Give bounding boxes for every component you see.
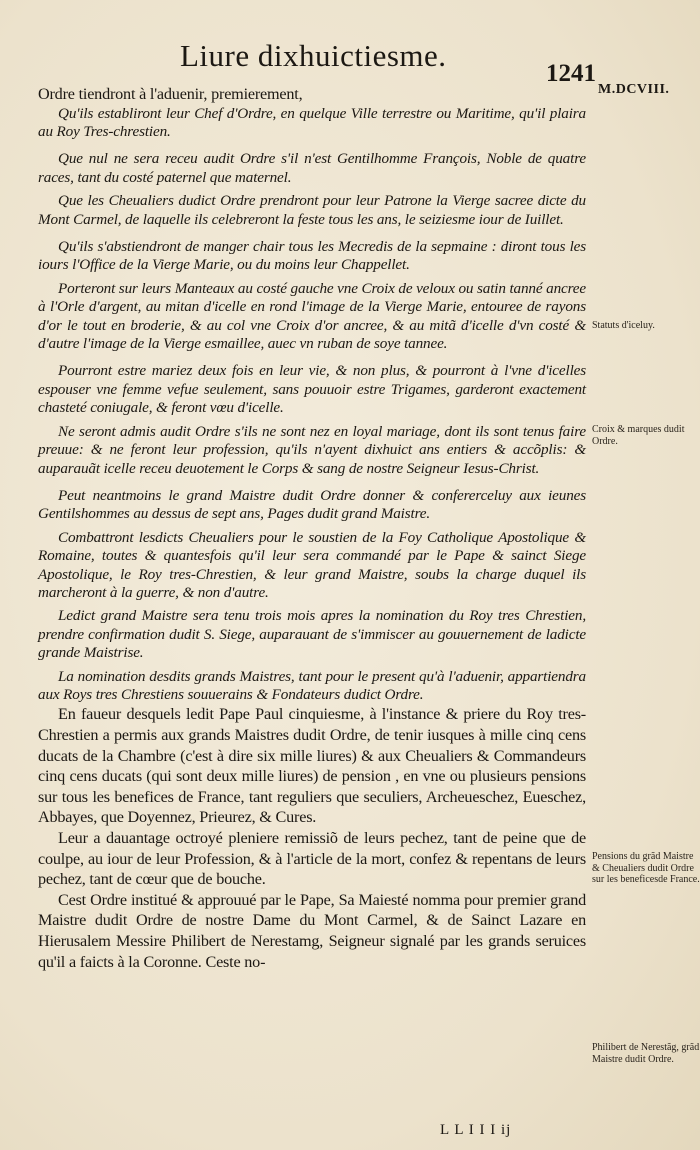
paragraph-noblesse: Que nul ne sera receu audit Ordre s'il n'est Gentilhomme François, Noble de quatre races, tant du costé paternel que maternel.	[38, 150, 586, 186]
paragraph-remission: Leur a dauantage octroyé pleniere remissiõ de leurs pechez, tant de peine que de coulpe, au iour de leur Profession, & à l'article de la mort, confez & repentans de leurs pechez, tant de cœur que de bouche.	[38, 828, 586, 889]
paragraph-pensions: En faueur desquels ledit Pape Paul cinquiesme, à l'instance & priere du Roy tres-Chrestien a permis aux grands Maistres dudit Ordre, de tenir iusques à mille cinq cens ducats de la Chambre (c'est à dire six mille liures) & aux Cheualiers & Commandeurs cinq cens ducats (qui sont deux mille liures) de pension , en vne ou plusieurs pensions sur tous les benefices de France, tant reguliers que seculiers, Archeueschez, Eueschez, Abbayes, que Doyennez, Prieurez, & Cures.	[38, 705, 586, 827]
paragraph-croix: Porteront sur leurs Manteaux au costé gauche vne Croix de veloux ou satin tanné ancree à l'Orle d'argent, au mitan d'icelle en rond l'image de la Vierge Marie, entouree de rayons d'or le tout en broderie, & au col vne Croix d'or ancree, & au mitã d'icelle d'vn costé & d'autre l'image de la Vierge esmaillee, auec vn ruban de soye tannee.	[38, 279, 586, 353]
paragraph-intro: Ordre tiendront à l'aduenir, premierement,	[38, 85, 303, 103]
paragraph-pages: Peut neantmoins le grand Maistre dudit Ordre donner & confererceluy aux ieunes Gentilshommes au dessus de sept ans, Pages dudit grand Maistre.	[38, 486, 586, 523]
running-title: Liure dixhuictiesme.	[180, 38, 447, 73]
paragraph-patrone: Que les Cheualiers dudict Ordre prendront pour leur Patrone la Vierge sacree dicte du Mont Carmel, de laquelle ils celebreront la feste tous les ans, le seiziesme iour de Iuillet.	[38, 192, 586, 228]
sidenote-philibert: Philibert de Nerestãg, grãd Maistre dudit Ordre.	[592, 1042, 700, 1065]
sidenote-statuts: Statuts d'iceluy.	[592, 320, 655, 331]
year-marginal: M.DCVIII.	[598, 82, 670, 97]
paragraph-abstinence: Qu'ils s'abstiendront de manger chair tous les Mecredis de la sepmaine : diront tous les iours l'Office de la Vierge Marie, ou du moins leur Chappellet.	[38, 238, 586, 274]
paragraph-nomination: La nomination desdits grands Maistres, tant pour le present qu'à l'aduenir, appartiendra aux Roys tres Chrestiens souuerains & Fondateurs dudict Ordre.	[38, 667, 586, 703]
main-text-column	[38, 84, 586, 972]
paragraph-admission: Ne seront admis audit Ordre s'ils ne sont nez en loyal mariage, dont ils sont tenus faire preuue: & ne feront leur profession, qu'ils n'ayent dixhuict ans entiers & accõplis: & auparauãt icelle receu deuotement le Corps & sang de nostre Seigneur Iesus-Christ.	[38, 422, 586, 477]
page-number: 1241	[546, 60, 596, 87]
sidenote-pensions: Pensions du grãd Maistre & Cheualiers dudit Ordre sur les beneficesde France.	[592, 851, 700, 885]
sidenote-croix: Croix & marques dudit Ordre.	[592, 424, 685, 447]
paragraph-philibert: Cest Ordre institué & approuué par le Pape, Sa Maiesté nomma pour premier grand Maistre dudit Ordre de nostre Dame du Mont Carmel, & de Sainct Lazare en Hierusalem Messire Philibert de Nerestamg, Seigneur signalé par les grands seruices qu'il a faicts à la Coronne. Ceste no-	[38, 890, 586, 971]
paragraph-confirmation: Ledict grand Maistre sera tenu trois mois apres la nomination du Roy tres Chrestien, prendre confirmation dudit S. Siege, auparauant de s'immiscer au gouuernement de ladicte grande Maistrise.	[38, 607, 586, 662]
paragraph-mariage: Pourront estre mariez deux fois en leur vie, & non plus, & pourront à l'vne d'icelles espouser vne femme vefue seulement, sans pouuoir estre Trigames, garderont exactement chasteté coniugale, & feront vœu d'icelle.	[38, 362, 586, 417]
paragraph-combat: Combattront lesdicts Cheualiers pour le soustien de la Foy Catholique Apostolique & Romaine, toutes & quantesfois qu'il leur sera commandé par le Pape & sainct Siege Apostolique, le Roy tres-Chrestien, & leur grand Maistre, soubs la charge duquel ils marcheront à la guerre, & non d'autre.	[38, 528, 586, 601]
signature-mark: L L I I I ij	[440, 1122, 512, 1138]
paragraph-chef-ordre: Qu'ils establiront leur Chef d'Ordre, en quelque Ville terrestre ou Maritime, qu'il plaira au Roy Tres-chrestien.	[38, 104, 586, 140]
